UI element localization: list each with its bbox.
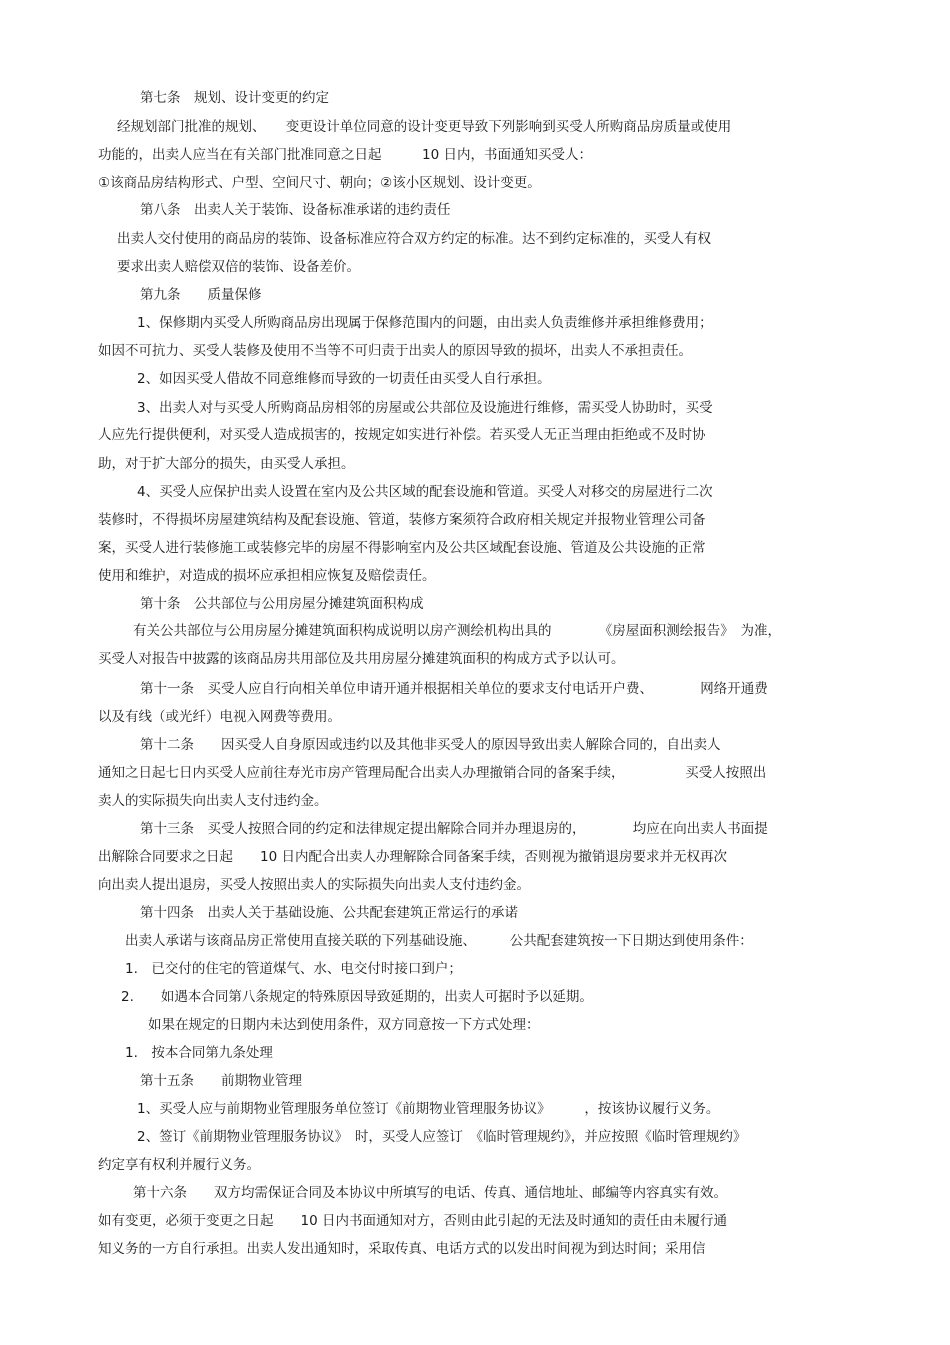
paragraph-line: 人应先行提供便利，对买受人造成损害的，按规定如实进行补偿。若买受人无正当理由拒绝或不及时协	[98, 427, 706, 443]
article-9-heading: 第九条 质量保修	[140, 287, 262, 303]
paragraph-line: 装修时，不得损坏房屋建筑结构及配套设施、管道，装修方案须符合政府相关规定并报物业管理公司备	[98, 512, 706, 528]
article-14-heading: 第十四条 出卖人关于基础设施、公共配套建筑正常运行的承诺	[140, 905, 518, 921]
paragraph-line: 2、如因买受人借故不同意维修而导致的一切责任由买受人自行承担。	[137, 371, 551, 387]
paragraph-line: 卖人的实际损失向出卖人支付违约金。	[98, 793, 328, 809]
paragraph-line: 2、签订《前期物业管理服务协议》 时，买受人应签订 《临时管理规约》，并应按照《临时管理规约》	[137, 1129, 747, 1145]
article-10-heading: 第十条 公共部位与公用房屋分摊建筑面积构成	[140, 596, 424, 612]
paragraph-line: 经规划部门批准的规划、 变更设计单位同意的设计变更导致下列影响到买受人所购商品房质量或使用	[117, 119, 732, 135]
paragraph-line: 如有变更，必须于变更之日起 10 日内书面通知对方，否则由此引起的无法及时通知的责任由未履行通	[98, 1213, 727, 1229]
paragraph-line: 功能的，出卖人应当在有关部门批准同意之日起 10 日内，书面通知买受人：	[98, 147, 592, 163]
list-item: 1. 已交付的住宅的管道煤气、水、电交付时接口到户；	[125, 961, 462, 977]
paragraph-line: 以及有线（或光纤）电视入网费等费用。	[98, 709, 341, 725]
paragraph-line: 1、保修期内买受人所购商品房出现属于保修范围内的问题，由出卖人负责维修并承担维修费用；	[137, 315, 713, 331]
list-item: 1. 按本合同第九条处理	[125, 1045, 273, 1061]
article-15-heading: 第十五条 前期物业管理	[140, 1073, 302, 1089]
article-11-line: 第十一条 买受人应自行向相关单位申请开通并根据相关单位的要求支付电话开户费、 网络开通费	[140, 681, 768, 697]
paragraph-line: 出卖人交付使用的商品房的装饰、设备标准应符合双方约定的标准。达不到约定标准的，买受人有权	[117, 231, 711, 247]
article-7-heading: 第七条 规划、设计变更的约定	[140, 90, 329, 106]
article-8-heading: 第八条 出卖人关于装饰、设备标准承诺的违约责任	[140, 202, 451, 218]
paragraph-line: 如因不可抗力、买受人装修及使用不当等不可归责于出卖人的原因导致的损坏，出卖人不承担责任。	[98, 343, 692, 359]
paragraph-line: 1、买受人应与前期物业管理服务单位签订《前期物业管理服务协议》 ，按该协议履行义务。	[137, 1101, 720, 1117]
paragraph-line: 知义务的一方自行承担。出卖人发出通知时，采取传真、电话方式的以发出时间视为到达时间；采用信	[98, 1241, 706, 1257]
paragraph-line: 出卖人承诺与该商品房正常使用直接关联的下列基础设施、 公共配套建筑按一下日期达到使用条件：	[125, 933, 753, 949]
paragraph-line: 助，对于扩大部分的损失，由买受人承担。	[98, 456, 355, 472]
paragraph-line: 约定享有权利并履行义务。	[98, 1157, 260, 1173]
paragraph-line: ①该商品房结构形式、户型、空间尺寸、朝向；②该小区规划、设计变更。	[98, 175, 541, 191]
paragraph-line: 通知之日起七日内买受人应前往寿光市房产管理局配合出卖人办理撤销合同的备案手续， 买受人按照出	[98, 765, 767, 781]
paragraph-line: 使用和维护，对造成的损坏应承担相应恢复及赔偿责任。	[98, 568, 436, 584]
paragraph-line: 3、出卖人对与买受人所购商品房相邻的房屋或公共部位及设施进行维修，需买受人协助时，买受	[137, 400, 713, 416]
paragraph-line: 如果在规定的日期内未达到使用条件，双方同意按一下方式处理：	[148, 1017, 540, 1033]
paragraph-line: 买受人对报告中披露的该商品房共用部位及共用房屋分摊建筑面积的构成方式予以认可。	[98, 651, 625, 667]
paragraph-line: 4、买受人应保护出卖人设置在室内及公共区域的配套设施和管道。买受人对移交的房屋进行二次	[137, 484, 713, 500]
list-item: 2. 如遇本合同第八条规定的特殊原因导致延期的，出卖人可据时予以延期。	[121, 989, 593, 1005]
article-12-line: 第十二条 因买受人自身原因或违约以及其他非买受人的原因导致出卖人解除合同的，自出卖人	[140, 737, 721, 753]
paragraph-line: 案，买受人进行装修施工或装修完毕的房屋不得影响室内及公共区域配套设施、管道及公共设施的正常	[98, 540, 706, 556]
paragraph-line: 向出卖人提出退房，买受人按照出卖人的实际损失向出卖人支付违约金。	[98, 877, 530, 893]
paragraph-line: 要求出卖人赔偿双倍的装饰、设备差价。	[117, 259, 360, 275]
article-16-line: 第十六条 双方均需保证合同及本协议中所填写的电话、传真、通信地址、邮编等内容真实有效。	[133, 1185, 727, 1201]
paragraph-line: 出解除合同要求之日起 10 日内配合出卖人办理解除合同备案手续，否则视为撤销退房要求并无权再次	[98, 849, 727, 865]
paragraph-line: 有关公共部位与公用房屋分摊建筑面积构成说明以房产测绘机构出具的 《房屋面积测绘报告》 为准，	[133, 623, 781, 639]
article-13-line: 第十三条 买受人按照合同的约定和法律规定提出解除合同并办理退房的， 均应在向出卖人书面提	[140, 821, 768, 837]
